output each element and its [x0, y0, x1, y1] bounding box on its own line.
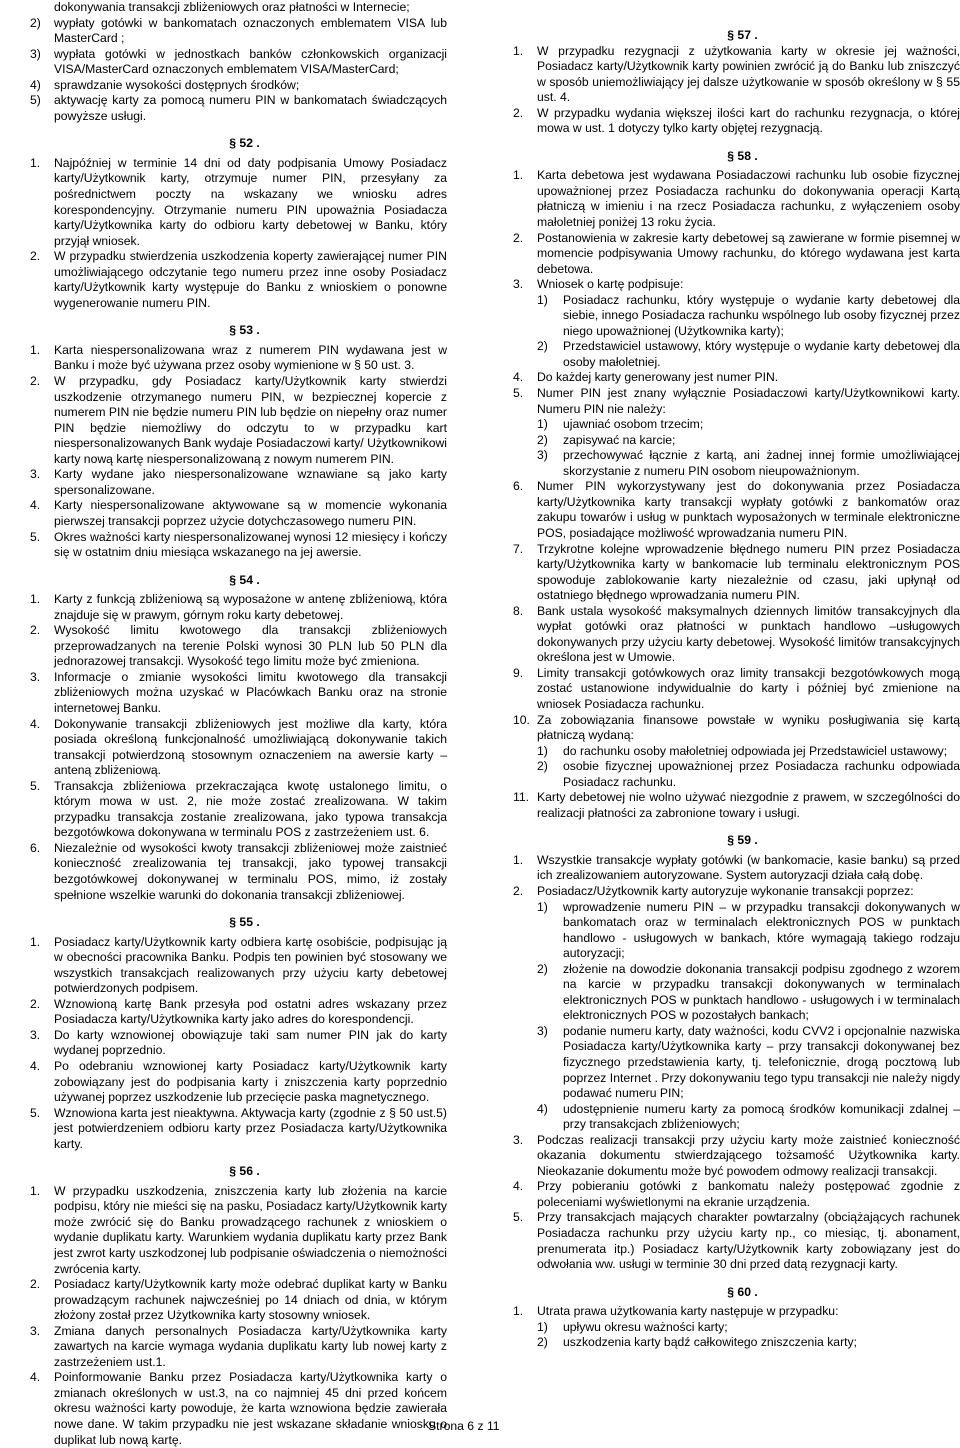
paragraph-item: 2. W przypadku stwierdzenia uszkodzenia koperty zawierającej numer PIN umożliwiającego odczytanie tego numeru przez inne osoby Posiadacz karty/Użytkownik karty występuje do Banku z wnioskiem o ponowne wygenerowanie numeru PIN. [30, 249, 447, 310]
sub-item: 3) przechowywać łącznie z kartą, ani żadnej innej formie umożliwiającej skorzystanie z numeru PIN osobom nieupoważnionym. [537, 448, 960, 478]
sub-item: 2) osobie fizycznej upoważnionej przez Posiadacza rachunku odpowiada Posiadacz rachunku. [537, 759, 960, 789]
section-heading-52: § 52 . [229, 136, 260, 151]
paragraph-item: 3. Podczas realizacji transakcji przy użyciu karty może zaistnieć konieczność okazania dokumentu stwierdzającego tożsamość Użytkownika karty. Nieokazanie dokumentu może być powodem odmowy realizacji transakcji. [513, 1132, 960, 1178]
section-heading-55: § 55 . [229, 915, 260, 930]
paragraph-item: 2. Posiadacz/Użytkownik karty autoryzuje wykonanie transakcji poprzez: [513, 883, 914, 898]
sub-item: 2) Przedstawiciel ustawowy, który występuje o wydanie karty debetowej dla osoby małoletniej. [537, 339, 960, 369]
sub-item: 3) podanie numeru karty, daty ważności, kodu CVV2 i opcjonalnie nazwiska Posiadacza karty/Użytkownika karty – przy transakcji dokonywanej bez fizycznego przedstawienia karty, tj. telefonicznie, drogą pocztową lub poprzez Internet . Przy dokonywaniu tego typu transakcji nie należy nigdy podawać numeru PIN; [537, 1023, 960, 1101]
section-heading-57: § 57 . [727, 28, 758, 42]
sub-item: 1) upływu okresu ważności karty; [537, 1319, 728, 1334]
sub-item: 1) wprowadzenie numeru PIN – w przypadku transakcji dokonywanych w bankomatach oraz w terminalach elektronicznych POS w punktach handlowo - usługowych w bankach, które wymagają takiego rodzaju autoryzacji; [537, 899, 960, 961]
paragraph-item: 3. Karty wydane jako niespersonalizowane wznawiane są jako karty spersonalizowane. [30, 467, 447, 497]
sub-item: 2) złożenie na dowodzie dokonania transakcji podpisu zgodnego z wzorem na karcie w przypadku transakcji dokonywanych w terminalach elektronicznych POS w punktach handlowo - usługowych i w terminalach elektronicznych POS w pozostałych bankach; [537, 961, 960, 1023]
continuation-line: dokonywania transakcji zbliżeniowych oraz płatności w Internecie; [54, 0, 410, 14]
paragraph-item: 11. Karty debetowej nie wolno używać niezgodnie z prawem, w szczególności do realizacji płatności za zabronione towary i usługi. [513, 790, 960, 820]
sub-item: 4) udostępnienie numeru karty za pomocą środków komunikacji zdalnej – przy transakcjach zbliżeniowych; [537, 1101, 960, 1132]
section-heading-56: § 56 . [229, 1164, 260, 1179]
paragraph-item: 10. Za zobowiązania finansowe powstałe w wyniku posługiwania się kartą płatniczą wydaną: [513, 712, 960, 743]
paragraph-item: 3. Informacje o zmianie wysokości limitu kwotowego dla transakcji zbliżeniowych można uzyskać w Placówkach Banku oraz na stronie internetowej Banku. [30, 669, 447, 715]
paragraph-item: 2. Posiadacz karty/Użytkownik karty może odebrać duplikat karty w Banku prowadzącym rachunek najwcześniej po 14 dniach od dnia, w którym złożony został przez Użytkownika karty stosowny wniosek. [30, 1277, 447, 1323]
paragraph-item: 4. Po odebraniu wznowionej karty Posiadacz karty/Użytkownik karty zobowiązany jest do podpisania karty i zniszczenia karty poprzednio używanej poprzez uszkodzenie lub przecięcie paska magnetycznego. [30, 1059, 447, 1105]
paragraph-item: 1. Posiadacz karty/Użytkownik karty odbiera kartę osobiście, podpisując ją w obecności pracownika Banku. Podpis ten powinien być stosowany we wszystkich transakcjach realizowanych przy użyciu karty debetowej potwierdzonych podpisem. [30, 934, 447, 996]
paragraph-item: 4. Do każdej karty generowany jest numer PIN. [513, 370, 779, 385]
paragraph-item: 2. Postanowienia w zakresie karty debetowej są zawierane w formie pisemnej w momencie podpisywania Umowy rachunku, do którego wydawana jest karta debetowa. [513, 230, 960, 276]
sub-item: 2) uszkodzenia karty bądź całkowitego zniszczenia karty; [537, 1335, 857, 1350]
sub-item: 1) ujawniać osobom trzecim; [537, 417, 704, 432]
paragraph-item: 1. Utrata prawa użytkowania karty następuje w przypadku: [513, 1304, 839, 1319]
section-heading-60: § 60 . [727, 1284, 758, 1299]
section-heading-59: § 59 . [727, 833, 758, 848]
section-heading-53: § 53 . [229, 323, 260, 338]
paragraph-item: 1. Najpóźniej w terminie 14 dni od daty podpisania Umowy Posiadacz karty/Użytkownik karty, otrzymuje numer PIN, przesyłany za pośrednictwem poczty na wskazany we wniosku adres korespondencyjny. Otrzymanie numeru PIN upoważnia Posiadacza karty/Użytkownika karty do odbioru karty debetowej w Banku, który przyjął wniosek. [30, 155, 447, 248]
paragraph-item: 4. Przy pobieraniu gotówki z bankomatu należy postępować zgodnie z poleceniami wyświetlonymi na ekranie urządzenia. [513, 1179, 960, 1209]
paragraph-item: 8. Bank ustala wysokość maksymalnych dziennych limitów transakcyjnych dla wypłat gotówki oraz płatności w punktach handlowo –usługowych dokonywanych przy użyciu karty debetowej. Wysokość limitów transakcyjnych określona jest w Umowie. [513, 603, 960, 665]
paragraph-item: 2. Wysokość limitu kwotowego dla transakcji zbliżeniowych przeprowadzanych na terenie Polski wynosi 30 PLN lub 50 PLN dla jednorazowej transakcji. Wysokość tego limitu może być zmieniona. [30, 623, 447, 669]
paragraph-item: 1. W przypadku uszkodzenia, zniszczenia karty lub złożenia na karcie podpisu, który nie mieści się na pasku, Posiadacz karty/Użytkownik karty może zwrócić się do Banku prowadzącego rachunek z wnioskiem o wydanie duplikatu karty. Warunkiem wydania duplikatu karty przez Bank jest zwrot karty uszkodzonej lub podpisanie oświadczenia o niemożności zwrócenia karty. [30, 1183, 447, 1276]
paragraph-item: 1. W przypadku rezygnacji z użytkowania karty w okresie jej ważności, Posiadacz karty/Użytkownik karty powinien zwrócić ją do Banku lub zniszczyć w sposób uniemożliwiający jej dalsze użytkowanie w sposób określony w § 55 ust. 4. [513, 43, 960, 105]
paragraph-item: 1. Karta niespersonalizowana wraz z numerem PIN wydawana jest w Banku i może być używana przez osoby wymienione w § 50 ust. 3. [30, 342, 447, 373]
paragraph-item: 1. Karta debetowa jest wydawana Posiadaczowi rachunku lub osobie fizycznej upoważnionej przez Posiadacza rachunku do dokonywania operacji Kartą płatniczą w imieniu i na rzecz Posiadacza rachunku, z wyłączeniem osoby małoletniej poniżej 13 roku życia. [513, 168, 960, 230]
list-item: 3) wypłata gotówki w jednostkach banków członkowskich organizacji VISA/MasterCard oznaczonych emblematem VISA/MasterCard; [30, 46, 447, 77]
sub-item: 1) do rachunku osoby małoletniej odpowiada jej Przedstawiciel ustawowy; [537, 743, 948, 758]
paragraph-item: 6. Numer PIN wykorzystywany jest do dokonywania przez Posiadacza karty/Użytkownika karty transakcji wypłaty gotówki z bankomatów oraz zakupu towarów i usług w punktach wyposażonych w terminale elektroniczne POS, posiadające możliwość wprowadzania numeru PIN. [513, 479, 960, 540]
paragraph-item: 5. Transakcja zbliżeniowa przekraczająca kwotę ustalonego limitu, o którym mowa w ust. 2, nie może zostać zrealizowana. W takim przypadku transakcja zostanie zrealizowana, jako typowa transakcja bezgotówkowa dokonywana w terminalu POS z zastrzeżeniem ust. 6. [30, 778, 447, 840]
paragraph-item: 3. Zmiana danych personalnych Posiadacza karty/Użytkownika karty zawartych na karcie wymaga wydania duplikatu karty lub nowej karty z zastrzeżeniem ust.1. [30, 1323, 447, 1369]
section-heading-58: § 58 . [727, 148, 758, 163]
paragraph-item: 3. Wniosek o kartę podpisuje: [513, 277, 684, 292]
paragraph-item: 4. Poinformowanie Banku przez Posiadacza karty/Użytkownika karty o zmianach określonych w ust.3, na co najmniej 45 dni przed końcem okresu ważności karty powoduje, że karta wznowiona będzie zawierała nowe dane. W takim przypadku nie jest wskazane składanie wniosku o duplikat lub nową kartę. [30, 1370, 447, 1447]
paragraph-item: 3. Do karty wznowionej obowiązuje taki sam numer PIN jak do karty wydanej poprzednio. [30, 1027, 447, 1058]
paragraph-item: 5. Numer PIN jest znany wyłącznie Posiadaczowi karty/Użytkownikowi karty. Numeru PIN nie należy: [513, 386, 960, 416]
paragraph-item: 2. Wznowioną kartę Bank przesyła pod ostatni adres wskazany przez Posiadacza karty/Użytkownika karty jako adres do korespondencji. [30, 996, 447, 1027]
paragraph-item: 5. Przy transakcjach mających charakter powtarzalny (obciążających rachunek Posiadacza rachunku przy użyciu karty np., co miesiąc, tj. abonament, prenumerata itp.) Posiadacz karty/Użytkownik karty zobowiązany jest do odwołania ww. usługi w terminie 30 dni przed datą rezygnacji karty. [513, 1210, 960, 1272]
paragraph-item: 2. W przypadku wydania większej ilości kart do rachunku rezygnacja, o której mowa w ust. 1 dotyczy tylko karty objętej rezygnacją. [513, 105, 960, 136]
list-item: 5) aktywację karty za pomocą numeru PIN w bankomatach świadczących powyższe usługi. [30, 93, 447, 123]
left-column [30, 0, 447, 1448]
sub-item: 2) zapisywać na karcie; [537, 432, 676, 447]
right-column [513, 0, 960, 1351]
page-number-footer: Strona 6 z 11 [428, 1419, 500, 1433]
paragraph-item: 5. Okres ważności karty niespersonalizowanej wynosi 12 miesięcy i kończy się w ostatnim dniu miesiąca wskazanego na jej awersie. [30, 529, 447, 560]
paragraph-item: 5. Wznowiona karta jest nieaktywna. Aktywacja karty (zgodnie z § 50 ust.5) jest potwierdzeniem odbioru karty przez Posiadacza karty/Użytkownika karty. [30, 1105, 447, 1151]
paragraph-item: 6. Niezależnie od wysokości kwoty transakcji zbliżeniowej może zaistnieć konieczność zrealizowania tej transakcji, jako typowej transakcji bezgotówkowej dokonywanej w terminalu POS, mimo, iż zostały spełnione wszelkie warunki do dokonania transakcji zbliżeniowej. [30, 840, 447, 902]
paragraph-item: 4. Dokonywanie transakcji zbliżeniowych jest możliwe dla karty, która posiada określoną funkcjonalność umożliwiającą dokonywanie takich transakcji potwierdzoną stosownym oznaczeniem na awersie karty – anteną zbliżeniową. [30, 716, 447, 778]
sub-item: 1) Posiadacz rachunku, który występuje o wydanie karty debetowej dla siebie, innego Posiadacza rachunku wspólnego lub osoby fizycznej przez niego upoważnionej (Użytkownika karty); [537, 292, 960, 338]
paragraph-item: 7. Trzykrotne kolejne wprowadzenie błędnego numeru PIN przez Posiadacza karty/Użytkownika karty w bankomacie lub terminalu elektronicznym POS spowoduje zablokowanie karty niezależnie od czasu, jaki upłynął od ostatniego błędnego wprowadzania numeru PIN. [513, 541, 960, 603]
list-item: 4) sprawdzanie wysokości dostępnych środków; [30, 77, 300, 92]
paragraph-item: 4. Karty niespersonalizowane aktywowane są w momencie wykonania pierwszej transakcji poprzez użycie dotychczasowego numeru PIN. [30, 498, 447, 528]
list-item: 2) wypłaty gotówki w bankomatach oznaczonych emblematem VISA lub MasterCard ; [30, 15, 447, 46]
paragraph-item: 1. Karty z funkcją zbliżeniową są wyposażone w antenę zbliżeniową, która znajduje się w prawym, górnym roku karty debetowej. [30, 592, 447, 622]
paragraph-item: 9. Limity transakcji gotówkowych oraz limity transakcji bezgotówkowych mogą zostać ustanowione indywidualnie do karty i później być zmienione na wniosek Posiadacza rachunku. [513, 665, 960, 711]
paragraph-item: 2. W przypadku, gdy Posiadacz karty/Użytkownik karty stwierdzi uszkodzenie otrzymanego numeru PIN, w bezpiecznej kopercie z numerem PIN nie będzie numeru PIN lub będzie on niepełny oraz numer PIN będzie niemożliwy do odczytu to w przypadku kart niespersonalizowanych Bank wydaje Posiadaczowi karty/ Użytkownikowi karty nową kartę niespersonalizowaną z nowym numerem PIN. [30, 374, 447, 466]
section-heading-54: § 54 . [229, 572, 260, 587]
paragraph-item: 1. Wszystkie transakcje wypłaty gotówki (w bankomacie, kasie banku) są przed ich zrealizowaniem autoryzowane. System autoryzacji działa całą dobę. [513, 852, 960, 883]
